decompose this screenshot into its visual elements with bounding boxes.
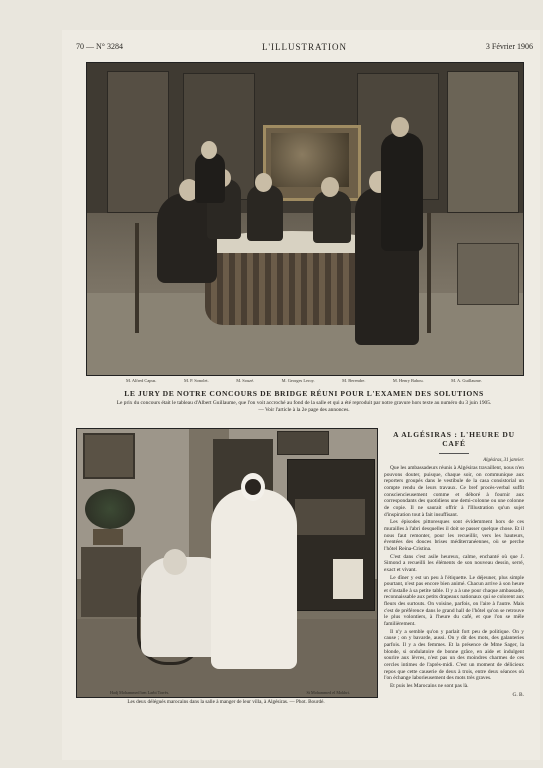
name-label: M. P. Sonolet.	[183, 378, 209, 383]
article-paragraph: Que les ambassadeurs réunis à Algésiras travaillent, nous n'en pouvons douter, puisque, chaque soir, on communique aux reporters groupés dans le vestibule de la casa consistorial un compte rendu de leurs travaux. Ce bref procès-verbal suffit consciencieusement comme et déboré à fournir aux correspondants des quotidiens une demi-colonne ou une colonne de copie. Il ne saurait offrir à l'Illustration qu'un sujet d'inspiration tout à fait insuffisant.	[384, 465, 524, 518]
delegates-photo	[76, 428, 378, 698]
name-label: M. A. Guillaume.	[451, 378, 482, 383]
article-paragraph: C'est dans c'est asile heureux, calme, enchanté où que J. Simond a recueilli les éléments de son nouveau dessin, serré, exact et vivant.	[384, 553, 524, 573]
jury-title: LE JURY DE NOTRE CONCOURS DE BRIDGE RÉUNI POUR L'EXAMEN DES SOLUTIONS	[124, 389, 484, 398]
article-paragraph: Et puis les Marocains ne sont pas là.	[390, 683, 469, 689]
name-label: M. Henry Bahou.	[392, 378, 424, 383]
standing-delegate	[211, 489, 297, 669]
article-paragraph: Les épisodes pittoresques sont évidemment hors de ces murailles à l'abri desquelles il doit se passer quelque chose. Et il nous faut remonter, pour les recueillir, vers les hauteurs, éventées des douces brises méditerranéennes, où se perche l'hôtel Reina-Cristina.	[384, 519, 524, 552]
article-dateline: Algésiras, 31 janvier.	[483, 458, 524, 463]
jury-photo	[86, 62, 524, 376]
name-label: Si Mohammed el Mokhri.	[306, 690, 350, 695]
wall-picture	[83, 433, 135, 479]
name-label: Hadj Mohammed ben Larbi Torrès.	[110, 690, 170, 695]
article-paragraph: Le dîner y est un peu à l'étiquette. Le déjeuner, plus simple pourtant, n'est pas encore bien animé. Chacun arrive à son heure et s'installe à sa petite table. Il y a à une pour chaque ambassade, reconnaissable aux petits drapeaux nationaux qui se colorent aux fleurs des surtouts. On voisine, parfois, on l'aire à l'autre. Mais c'est de préférence dans le grand hall de l'hôtel qu'on se retrouve le plus volontiers, à l'heure du café, et que l'on se mêle familièrement.	[384, 574, 524, 628]
article-column	[384, 428, 524, 698]
name-label: M. Georges Leroy.	[281, 378, 315, 383]
jury-names	[86, 378, 522, 383]
jury-subtitle: Le prix du concours était le tableau d'Albert Guillaume, que l'on voit accroché au fond de la salle et qui a été reproduit par notre gravure hors texte au numéro du 3 juin 1905. — Voir l'article à la 2e page des annonces.	[116, 400, 492, 413]
issue-date: 3 Février 1906	[485, 42, 533, 51]
article-title: A ALGÉSIRAS : L'HEURE DU CAFÉ	[393, 430, 515, 448]
masthead: L'ILLUSTRATION	[261, 42, 348, 52]
article-signature: G. B.	[512, 691, 524, 698]
delegate-names	[110, 690, 350, 695]
page-header	[76, 42, 533, 56]
name-label: M. Alfred Capus.	[126, 378, 157, 383]
jury-captions	[86, 378, 522, 414]
title-rule	[439, 453, 469, 454]
name-label: M. Souzé.	[236, 378, 255, 383]
name-label: M. Berendre.	[342, 378, 366, 383]
delegates-caption: Les deux délégués marocains dans la salle à manger de leur villa, à Algésiras. — Phot. Bourdé.	[127, 699, 325, 705]
page-number: 70 — N° 3284	[76, 42, 123, 51]
article-paragraph: Il n'y a semble qu'on y parlait fort peu de politique. On y cause ; on y bavarde, aussi. On y dit des mots, des galanteries parfois. Il y a des femmes. Et la présence de Mme Sager, la blonde, si ondulatoire de bonne grâce, en aide et indulgent sourire aux lèvres, n'est pas un des moindres charmes de ces cercles intimes de l'après-midi. C'est un moment de délicieux repos que cette causerie de deux à trois, entre deux séances où l'on échange laborieusement des mots très graves.	[384, 628, 524, 682]
